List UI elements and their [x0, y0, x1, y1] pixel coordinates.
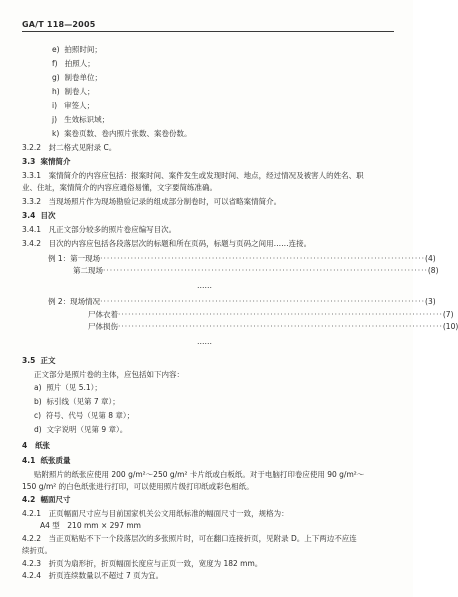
toc-leader: ································································································	[103, 266, 428, 275]
clause-3-3-1-line: 3.3.1 案情简介的内容应包括：报案时间、案件发生或发现时间、地点，经过情况及被害人的姓名、职	[22, 171, 364, 180]
list-item: d) 文字说明（见第 9 章）。	[34, 425, 128, 434]
clause-3-4-2: 3.4.2 目次的内容应包括各段落层次的标题和所在页码，标题与页码之间用……连接。	[22, 239, 312, 248]
section-heading-4: 4 纸张	[22, 441, 51, 450]
section-4-1-line: 贴附照片的纸张应使用 200 g/m²～250 g/m² 卡片纸或白板纸。对于电脑打印卷应使用 90 g/m²～	[34, 470, 365, 479]
header-rule	[22, 31, 394, 32]
list-item: e) 拍照时间；	[52, 45, 102, 54]
section-heading-3-5: 3.5 正文	[22, 356, 56, 365]
toc-ellipsis: ……	[197, 281, 212, 290]
toc-ellipsis: ……	[197, 337, 212, 346]
list-item: c) 符号、代号（见第 8 章）；	[34, 411, 135, 420]
clause-4-2-2-line: 续折页。	[22, 546, 52, 555]
list-item: k) 案卷页数、卷内照片张数、案卷份数。	[52, 129, 192, 138]
list-item: a) 照片（见 5.1）；	[34, 383, 102, 392]
clause-4-2-3: 4.2.3 折页为扇形折，折页幅面长度应与正页一致，宽度为 182 mm。	[22, 559, 263, 568]
section-heading-3-4: 3.4 目次	[22, 211, 56, 220]
list-item: f) 拍照人；	[52, 59, 95, 68]
clause-3-4-1: 3.4.1 凡正文部分较多的照片卷应编写目次。	[22, 225, 177, 234]
clause-3-3-2: 3.3.2 当现场照片作为现场勘验记录的组成部分制卷时，可以省略案情简介。	[22, 197, 282, 206]
toc-leader: ································································································	[100, 254, 426, 263]
section-heading-3-3: 3.3 案情简介	[22, 157, 71, 166]
clause-3-2-2: 3.2.2 封二格式见附录 C。	[22, 143, 117, 152]
section-4-1-line: 150 g/m² 的白色纸张进行打印，可以使用照片级打印纸或彩色相纸。	[22, 482, 254, 491]
a4-size-spec: A4 型 210 mm × 297 mm	[40, 521, 141, 530]
standard-code-header: GA/T 118—2005	[22, 20, 96, 29]
list-item: i) 审签人；	[52, 101, 95, 110]
toc-entry: 第二现场 ································································································ (8)	[73, 266, 439, 275]
toc-entry: 例 1：第一现场 ································································································ (4)	[48, 254, 436, 263]
toc-leader: ································································································	[100, 297, 426, 306]
list-item: j) 生效标识域；	[52, 115, 110, 124]
list-item: b) 标引线（见第 7 章）；	[34, 397, 120, 406]
clause-4-2-2-line: 4.2.2 当正页粘贴不下一个段落层次的多张照片时，可在翻口连接折页，见附录 D。上下两边不应连	[22, 534, 357, 543]
list-item: g) 制卷单位；	[52, 73, 102, 82]
toc-entry: 例 2：现场情况 ································································································ (3)	[48, 297, 436, 306]
toc-entry: 尸体衣着 ································································································ (7)	[88, 310, 454, 319]
toc-leader: ································································································	[118, 310, 443, 319]
list-item: h) 制卷人；	[52, 87, 95, 96]
clause-4-2-4: 4.2.4 折页连续数量以不超过 7 页为宜。	[22, 571, 164, 580]
section-heading-4-2: 4.2 幅面尺寸	[22, 495, 71, 504]
section-heading-4-1: 4.1 纸张质量	[22, 456, 71, 465]
toc-leader: ································································································	[118, 322, 443, 331]
toc-entry: 尸体损伤 ································································································ (10)	[88, 322, 458, 331]
section-3-5-intro: 正文部分是照片卷的主体，应包括如下内容：	[34, 370, 184, 379]
clause-4-2-1: 4.2.1 正页幅面尺寸应与目前国家机关公文用纸标准的幅面尺寸一致，规格为：	[22, 509, 289, 518]
clause-3-3-1-line: 业、住址，案情简介的内容应通俗易懂，文字要简练准确。	[22, 183, 217, 192]
